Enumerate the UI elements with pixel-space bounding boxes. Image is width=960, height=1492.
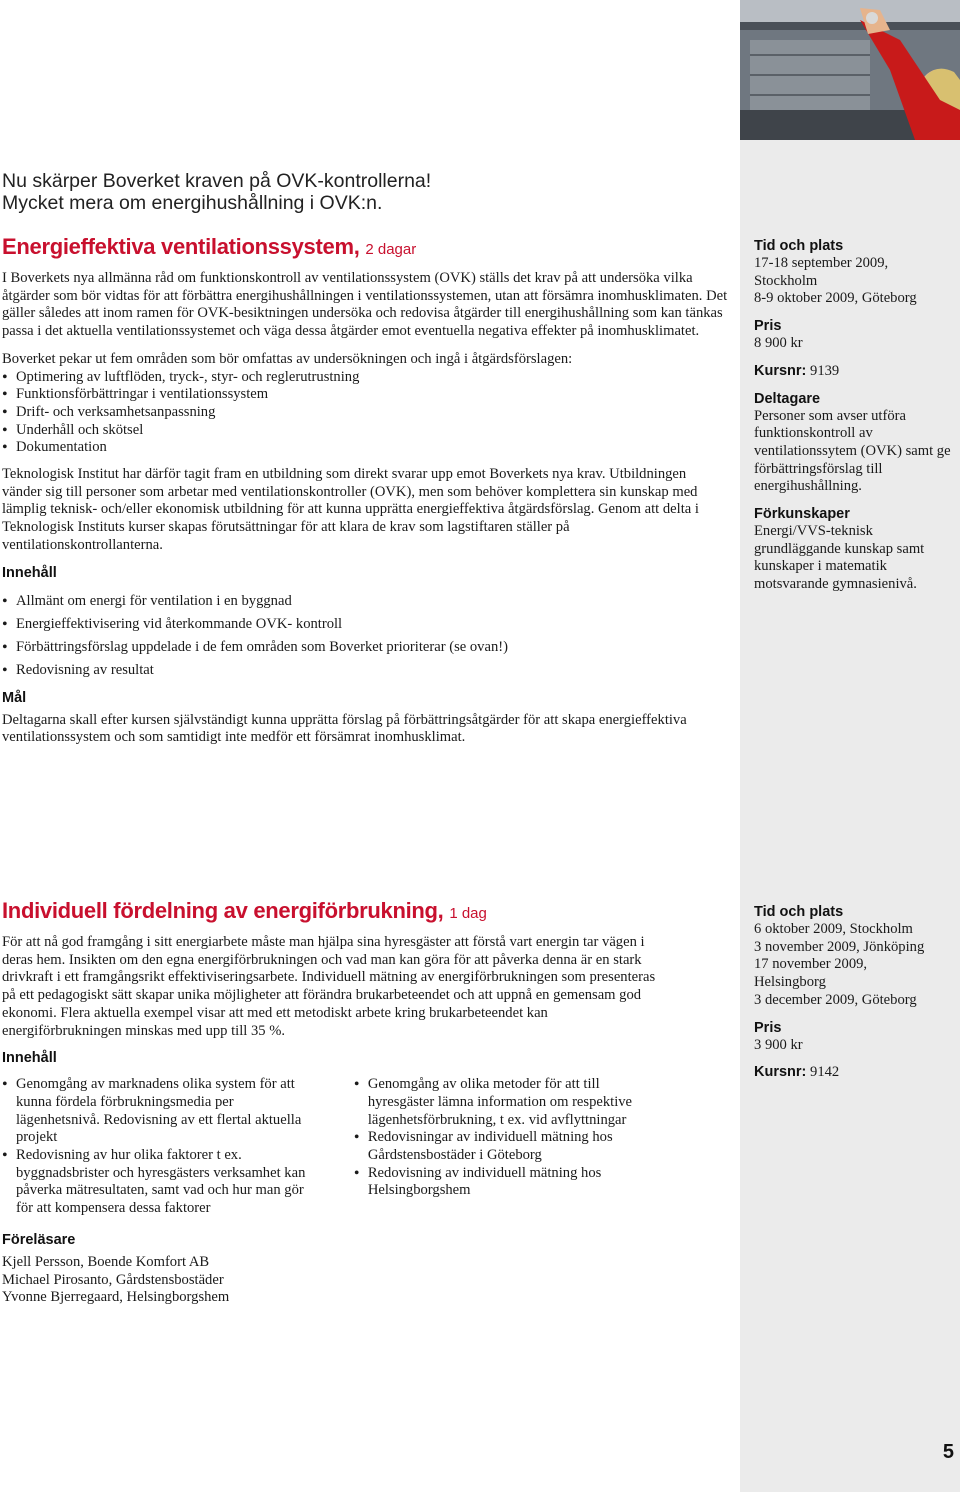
list-item: • Redovisning av resultat (2, 659, 728, 682)
sidebar-background (740, 0, 960, 1492)
course-1-goal: Deltagarna skall efter kursen självständigt kunna upprätta förslag på förbättringsåtgärder för att skapa energieffektiva ventilationssystem och som samtidigt inte medför ett försämrat inomhusklimat. (2, 711, 687, 746)
course-2 (2, 898, 662, 1307)
course-1-contents-heading: Innehåll (2, 564, 57, 581)
course-2-contents-left (2, 1076, 320, 1218)
course-1-duration: 2 dagar (365, 241, 417, 258)
list-item: • Underhåll och skötsel (2, 422, 728, 440)
price: 8 900 kr (754, 335, 803, 352)
list-item: • Drift- och verksamhetsanpassning (2, 404, 728, 422)
time-line: 8-9 oktober 2009, Göteborg (754, 290, 917, 307)
course-number-label: Kursnr: (754, 362, 807, 379)
course-1-goal-heading: Mål (2, 689, 27, 706)
intro-line-1: Nu skärper Boverket kraven på OVK-kontrollerna! (2, 170, 432, 192)
time-line: 17-18 september 2009, (754, 255, 889, 271)
list-item: • Allmänt om energi för ventilation i en byggnad (2, 590, 728, 613)
course-2-contents-columns (2, 1076, 662, 1218)
list-item: • Förbättringsförslag uppdelade i de fem områden som Boverket prioriterar (se ovan!) (2, 636, 728, 659)
course-1-title (2, 234, 728, 263)
list-item: • Genomgång av marknadens olika system för att kunna fördela förbrukningsmedia per lägenhetsnivå. Redovisning av ett flertal aktuella projekt (2, 1076, 320, 1147)
time-line: Helsingborg (754, 974, 826, 991)
course-1-title-text: Energieffektiva ventilationssystem, (2, 234, 360, 259)
prerequisites: Energi/VVS-teknisk grundläggande kunskap samt kunskaper i matematik motsvarande gymnasienivå. (754, 523, 925, 593)
price-heading: Pris (754, 318, 782, 335)
time-line: 17 november 2009, (754, 956, 868, 973)
time-line: Stockholm (754, 272, 818, 289)
course-2-duration: 1 dag (449, 905, 487, 922)
lecturer: Yvonne Bjerregaard, Helsingborgshem (2, 1289, 230, 1306)
time-line: 3 december 2009, Göteborg (754, 991, 917, 1008)
time-line: 6 oktober 2009, Stockholm (754, 921, 913, 937)
list-item: • Optimering av luftflöden, tryck-, styr- och reglerutrustning (2, 369, 728, 387)
photo-illustration (740, 0, 960, 140)
intro-heading (2, 170, 722, 214)
price: 3 900 kr (754, 1036, 803, 1053)
course-2-contents-right (354, 1076, 662, 1218)
course-number-label: Kursnr: (754, 1064, 807, 1081)
course-2-contents-heading: Innehåll (2, 1050, 57, 1067)
course-2-sidebar (754, 903, 960, 1091)
prerequisites-heading: Förkunskaper (754, 506, 850, 523)
price-heading: Pris (754, 1019, 782, 1036)
time-place (754, 921, 960, 1010)
course-1-contents-list (2, 590, 728, 682)
page-number: 5 (942, 1441, 954, 1463)
course-number-value: 9139 (810, 362, 840, 379)
course-2-title (2, 898, 662, 927)
lecturer: Michael Pirosanto, Gårdstensbostäder (2, 1271, 224, 1288)
course-1 (2, 234, 728, 747)
course-1-paragraph-1: I Boverkets nya allmänna råd om funktionskontroll av ventilationssystem (OVK) ställs det krav på att undersöka vilka åtgärder som bör vidtas för att förbättra energihushållningen i ventilationssystemen, utan att försämra inomhusklimaten. Det gäller således att inom ramen för OVK-besiktningen undersöka och redovisa åtgärder till energihushållning som kan tänkas passa i det aktuella ventilationssystemet och väga dessa åtgärder emot eventuella negativa effekter på inomhusklimatet. (2, 270, 728, 340)
lecturers-list (2, 1254, 662, 1307)
course-1-paragraph-3: Teknologisk Institut har därför tagit fram en utbildning som direkt svarar upp emot Boverkets nya krav. Utbildningen vänder sig till personer som arbetar med ventilationskontroller (OVK), men som behöver komplettera sin kunskap med lämplig teknisk- och/eller ekonomisk utbildning för att kunna upprätta energieffektiva åtgärdsförslag. Genom att delta i Teknologisk Instituts kurser skapas förutsättningar för att klara de krav som lagstiftaren ställer på ventilationskontrollanterna. (2, 466, 699, 553)
time-heading: Tid och plats (754, 904, 844, 920)
list-item: • Redovisning av individuell mätning hos Helsingborgshem (354, 1165, 662, 1200)
worker-photo (740, 0, 960, 140)
time-heading: Tid och plats (754, 238, 844, 254)
course-2-title-text: Individuell fördelning av energiförbrukning, (2, 898, 444, 923)
list-item: • Redovisning av hur olika faktorer t ex. byggnadsbrister och hyresgästers verksamhet kan påverka mätresultaten, samt vad och hur man gör för att kompensera dessa faktorer (2, 1147, 320, 1218)
time-place (754, 255, 960, 308)
list-item: • Energieffektivisering vid återkommande OVK- kontroll (2, 613, 728, 636)
course-2-paragraph-1: För att nå god framgång i sitt energiarbete måste man hjälpa sina hyresgäster att förstå vart energin tar vägen i deras hem. Insikten om den egna energiförbrukningen och vad man kan göra för att påverka denna är en stark drivkraft i ett framgångsrikt effektiviseringsarbete. Individuell mätning av energiförbrukningen som presenteras på ett pedagogiskt sätt skapar unika möjligheter att förändra brukarbeteendet och att uppnå en gemensam god ekonomi. Flera aktuella exempel visar att med ett metodiskt arbete kring brukarbeteendet kan energiförbrukningen minskas med upp till 35 %. (2, 934, 656, 1039)
list-item: • Dokumentation (2, 439, 728, 457)
time-line: 3 november 2009, Jönköping (754, 938, 925, 955)
list-item: • Funktionsförbättringar i ventilationssystem (2, 386, 728, 404)
list-item: • Genomgång av olika metoder för att till hyresgäster lämna information om respektive lägenhetsförbrukning, t ex. vid avflyttningar (354, 1076, 662, 1129)
course-1-areas-list (2, 369, 728, 458)
course-number (754, 362, 960, 381)
intro-line-2: Mycket mera om energihushållning i OVK:n. (2, 192, 383, 214)
participants-heading: Deltagare (754, 390, 821, 407)
lecturers-heading: Föreläsare (2, 1231, 76, 1248)
course-number-value: 9142 (810, 1064, 840, 1081)
lecturer: Kjell Persson, Boende Komfort AB (2, 1253, 210, 1270)
list-item: • Redovisningar av individuell mätning hos Gårdstensbostäder i Göteborg (354, 1129, 662, 1164)
participants: Personer som avser utföra funktionskontroll av ventilationssytem (OVK) samt ge förbättringsförslag till energihushållning. (754, 407, 951, 495)
course-number (754, 1063, 960, 1082)
course-1-sidebar (754, 237, 960, 603)
course-1-paragraph-2: Boverket pekar ut fem områden som bör omfattas av undersökningen och ingå i åtgärdsförslagen: (2, 350, 573, 367)
